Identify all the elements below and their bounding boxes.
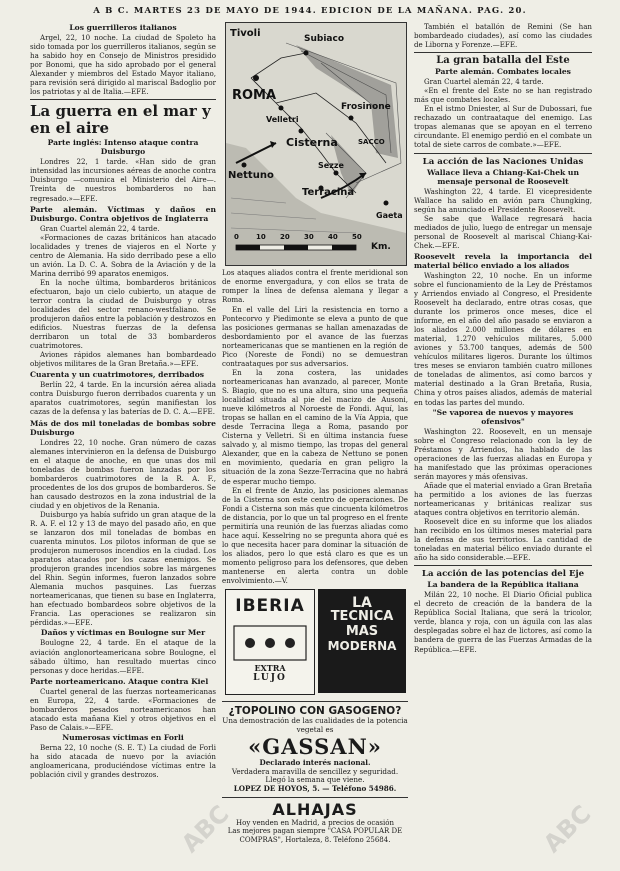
article-paragraph: En la noche última, bombarderos británicos efectuaron, bajo un cielo cubierto, un ataque de terror contra la ciudad de Duisburgo y otras localidades del sector renano-westfaliano. Se produjeron daños entre la población y destrozos en edificios. Nuestras fuerzas de la defensa derribaron un total de 33 bombarderos cuatrimotores.: [30, 277, 216, 351]
subhead-vapores: "Se vaporea de nuevos y mayores ofensivos": [432, 407, 574, 426]
headline-naciones-unidas: La acción de las Naciones Unidas: [422, 156, 584, 167]
iberia-brand: IBERIA: [235, 596, 305, 617]
map-label-tivoli: Tivoli: [230, 28, 261, 39]
article-paragraph: Duisburgo ya había sufrido un gran ataque de la R. A. F. el 12 y 13 de mayo del pasado año, en que se lanzaron dos mil toneladas de bombas en cuarenta minutos. Los pilotos informan de que se produjeron numerosos incendios en la ciudad. Los aparatos atacados por los cazas enemigos. Se produjeron grandes incendios sobre las márgenes del Rhin. Según informes, fueron lanzados sobre Alemania muchos pasquines. Las fuerzas norteamericanas, que tienen su base en Inglaterra, han efectuado bombardeos sobre objetivos de la Francia. Las operaciones se realizaron sin pérdidas.»—EFE.: [30, 509, 216, 628]
iberia-product-box: [225, 589, 315, 695]
map-label-subiaco: Subiaco: [304, 34, 345, 44]
subhead-mas-toneladas: Más de dos mil toneladas de bombas sobre Duisburgo: [30, 418, 216, 437]
ad-verdadera: Verdadera maravilla de sencillez y seguridad. Llegó la semana que viene.: [231, 766, 399, 785]
iberia-lujo: LUJO: [253, 673, 287, 684]
article-paragraph: Milán 22, 10 noche. El Diario Oficial publica el decreto de creación de la bandera de la República Social Italiana, que será la tricolor, verde, blanca y roja, con un águila con las alas desplegadas sobre el haz de lictores, así como la bandera de guerra de las Fuerzas Armadas de la República.—EFE.: [414, 590, 592, 654]
scale-label-10: 10: [256, 233, 266, 241]
subhead-parte-aleman-combates: Parte alemán. Combates locales: [435, 67, 571, 77]
scale-label-30: 30: [304, 233, 314, 241]
subhead-roosevelt: Roosevelt revela la importancia del material bélico enviado a los aliados: [414, 251, 592, 270]
article-paragraph: Berlín 22, 4 tarde. En la incursión aérea aliada contra Duisburgo fueron derribados cuarenta y un aparatos cuatrimotores, según manifiestan los cazas de la defensa y las baterías de D. C. A.—EFE.: [30, 380, 216, 417]
map-figure: [225, 22, 407, 266]
ad-gassan-brand: «GASSAN»: [248, 734, 382, 760]
article-paragraph: Boulogne 22, 4 tarde. En el ataque de la aviación anglonorteamericana sobre Boulogne, el sábado último, han resultado muertas cinco personas y doce heridas.—EFE.: [30, 638, 216, 675]
iberia-slogan-box: [318, 589, 406, 693]
subhead-parte-norteamericano: Parte norteamericano. Ataque contra Kiel: [30, 676, 209, 686]
divider: [414, 52, 592, 53]
column-1: [30, 22, 216, 862]
page-header: A B C. MARTES 23 DE MAYO DE 1944. EDICION DE LA MAÑANA. PAG. 20.: [93, 6, 527, 16]
map-label-cisterna: Cisterna: [286, 136, 338, 149]
alhajas-advertisement: [222, 801, 408, 845]
map-label-nettuno: Nettuno: [228, 170, 274, 181]
column-3: [414, 22, 592, 862]
slogan-tecnica: TECNICA: [330, 609, 394, 625]
scale-label-0: 0: [234, 233, 239, 241]
ad-alhajas: ALHAJAS: [272, 799, 358, 819]
iberia-advertisement: [222, 589, 408, 697]
map-label-sacco: SACCO: [358, 138, 385, 146]
scale-label-50: 50: [352, 233, 362, 241]
slogan-mas: MAS: [345, 624, 379, 640]
ad-hoy: Hoy venden en Madrid, a precios de ocasión: [236, 818, 394, 827]
map-caption: Los ataques aliados contra el frente meridional son de enorme envergadura, y con ellos se trata de romper la línea de defensa alemana y llegar a Roma.: [222, 269, 408, 304]
subhead-wallace: Wallace lleva a Chiang-Kai-Chek un mensaje personal de Roosevelt: [427, 167, 579, 186]
scale-unit-km: Km.: [371, 242, 391, 252]
map-label-roma: ROMA: [232, 88, 277, 103]
ad-casa-popular: Las mejores pagan siempre "CASA POPULAR DE COMPRAS", Hortaleza, 8. Teléfono 25684.: [227, 827, 403, 844]
article-paragraph: Argel, 22, 10 noche. La ciudad de Spoleto ha sido tomada por los guerrilleros italianos, según se ha sabido hoy en Consejo de Ministros presidido por Bonomi, que ha sido aprobado por el general Alexander y miembros del Estado Mayor italiano, para revisión será dirigido al mariscal Badoglio por los patriotas y al de Italia.—EFE.: [30, 33, 216, 97]
headline-potencias-eje: La acción de las potencias del Eje: [421, 569, 585, 580]
scale-label-20: 20: [280, 233, 290, 241]
subhead-bandera: La bandera de la República italiana: [427, 580, 579, 590]
subhead-parte-aleman: Parte alemán. Víctimas y daños en Duisburgo. Contra objetivos de Inglaterra: [30, 204, 216, 223]
ad-lopez-hoyos: LOPEZ DE HOYOS, 5. — Teléfono 54986.: [233, 784, 397, 794]
article-paragraph: Washington 22, 4 tarde. El vicepresidente Wallace ha salido en avión para Chungking, según ha anunciado el Presidente Roosevelt.: [414, 186, 592, 214]
article-paragraph: Cuartel general de las fuerzas norteamericanas en Europa, 22, 4 tarde. «Formaciones de bombarderos pesados norteamericanos han atacado esta mañana Kiel y otros objetivos en el Paso de Calais.»—EFE.: [30, 686, 216, 732]
ad-topolino: ¿TOPOLINO CON GASOGENO?: [228, 705, 402, 718]
article-paragraph: Washington 22, 10 noche. En un informe sobre el funcionamiento de la Ley de Préstamos y Arriendos enviado al Congreso, el Presidente Roosevelt ha declarado, entre otras cosas, que durante los primeros once meses, dice el informe, en el año del año pasado se enviaron a los aliados 2.000 millones de dólares en material, 1.270 vehículos militares, 5.000 aviones y 53.700 tanques, además de 500 vehículos militares ligeros. Durante los últimos tres meses se enviaron también cuatro millones de toneladas de alimentos, así como barcos y material destinado a la Gran Bretaña, Rusia, China y otros países aliados, además de material en todas las partes del mundo.: [414, 270, 592, 407]
article-paragraph: Gran Cuartel alemán 22, 4 tarde.: [40, 223, 160, 233]
article-paragraph: «Formaciones de cazas británicos han atacado localidades y trenes de viajeros en el Norte y centro de Alemania. Ha sido derribado pese a ello un avión. La D. C. A. Sobra de la Aviación y de la Marina derribó 99 aparatos enemigos.: [30, 232, 216, 278]
divider: [30, 99, 216, 100]
article-paragraph: Gran Cuartel alemán 22, 4 tarde.: [424, 77, 544, 87]
article-paragraph: Aviones rápidos alemanes han bombardeado objetivos militares de la Gran Bretaña.»—EFE.: [30, 350, 216, 369]
article-paragraph: En el frente de Anzio, las posiciones alemanas de la Cisterna son este centro de operaciones. De Fondi a Cisterna son más que cincuenta kilómetros de distancia, por lo que un tal progreso en el frente permitiría una reunión de las fuerzas aliadas como hace aquí. Kesselring no se pregunta ahora qué es lo que necesita hacer para dominar la situación de los aliados, pero lo que está claro es que es un momento peligroso para los defensores, que deben mantenerse en alerta contra un doble envolvimiento.—V.: [222, 485, 408, 586]
article-paragraph: Añade que el material enviado a Gran Bretaña ha permitido a los aviones de las fuerzas norteamericanas y británicas realizar sus ataques contra objetivos en territorio alemán.: [414, 480, 592, 517]
gassan-advertisement: [222, 705, 408, 794]
map-label-gaeta: Gaeta: [376, 211, 403, 220]
divider: [414, 153, 592, 154]
column-2: [222, 22, 408, 862]
headline-guerrilleros: Los guerrilleros italianos: [69, 23, 177, 32]
article-paragraph: Berna 22, 10 noche (S. E. T.) La ciudad de Forli ha sido atacada de nuevo por la aviación angloamericana, produciéndose víctimas entre la población civil y grandes destrozos.: [30, 742, 216, 780]
divider: [414, 565, 592, 566]
slogan-la: LA: [352, 595, 372, 612]
article-paragraph: Washington 22. Roosevelt, en un mensaje sobre el Congreso relacionado con la ley de Préstamos y Arriendos, ha hablado de las operaciones de las fuerzas aliadas en Europa y ha manifestado que las próximas operaciones serán mayores y más ofensivas.: [414, 426, 592, 481]
article-paragraph: En el istmo Dniester, al Sur de Dubossari, fue rechazado un contraataque del enemigo. Las tropas alemanas que se apoyan en el terreno circundante. El enemigo perdió en el combate un total de siete carros de combate.»—EFE.: [414, 104, 592, 150]
ad-declarado: Declarado interés nacional.: [259, 758, 371, 768]
subhead-danos: Daños y víctimas en Boulogne sur Mer: [40, 628, 206, 638]
divider: [222, 701, 408, 702]
ad-demostracion: Una demostración de las cualidades de la potencia vegetal es: [222, 716, 408, 734]
map-label-terracina: Terracina: [302, 187, 355, 198]
article-paragraph: En el valle del Liri la resistencia en torno a Pontecorvo y Piedimonte se eleva a punto de que las posiciones germanas se hallan amenazadas de desbordamiento por el avance de las fuerzas norteamericanas que se mantienen en la región de Pico (Noreste de Fondi) no se demuestran contraataques por sus adversarios.: [222, 304, 408, 368]
map-label-frosinone: Frosinone: [341, 102, 391, 112]
headline-guerra: La guerra en el mar y en el aire: [30, 102, 211, 138]
abc-watermark-icon: ABC: [176, 799, 235, 859]
article-paragraph: En la zona costera, las unidades norteamericanas han avanzado, al parecer, Monte S. Biagio, que no es una altura, sino una pequeña localidad situada al pie del macizo de Ausoni, nueve kilómetros al Noroeste de Fondi. Aquí, las tropas se hallan en el camino de la Vía Appia, que desde Terracina llega a Roma, pasando por Cisterna y Velletri. Si en última instancia fuese salvado y, al mismo tiempo, las tropas del general Alexander, que en la cabeza de Nettuno se ponen en movimiento, quedaría en gran peligro la situación de la zona Sezze-Terracina que no habrá de esperar mucho tiempo.: [222, 367, 408, 486]
article-paragraph: También el batallón de Remini (Se han bombardeado ciudades), así como las ciudades de Liborna y Forenze.—EFE.: [414, 22, 592, 50]
article-paragraph: Londres 22, 1 tarde. «Han sido de gran intensidad las incursiones aéreas de anoche contra Duisburgo —comunica el Ministerio del Aire—. Treinta de nuestros bombarderos no han regresado.»—EFE.: [30, 157, 216, 203]
article-paragraph: Se sabe que Wallace regresará hacia mediados de julio, luego de entregar un mensaje personal de Roosevelt al mariscal Chiang-Kai-Chek.—EFE.: [414, 213, 592, 250]
slogan-moderna: MODERNA: [327, 639, 397, 654]
article-paragraph: «En el frente del Este no se han registrado más que combates locales.: [414, 86, 592, 105]
subhead-parte-ingles: Parte inglés: Intenso ataque contra Duisburgo: [47, 138, 199, 157]
article-paragraph: Roosevelt dice en su informe que los aliados han recibido en los últimos meses material para la defensa de sus territorios. La cantidad de toneladas en material bélico enviado durante el año ha sido considerable.—EFE.: [414, 517, 592, 563]
headline-gran-batalla: La gran batalla del Este: [436, 55, 570, 67]
map-label-sezze: Sezze: [318, 161, 344, 170]
map-label-velletri: Velletri: [266, 115, 299, 124]
iberia-extra: EXTRA: [254, 663, 286, 674]
scale-label-40: 40: [328, 233, 338, 241]
divider: [222, 797, 408, 798]
abc-watermark-icon: ABC: [538, 799, 597, 859]
subhead-cuarenta: Cuarenta y un cuatrimotores, derribados: [30, 370, 205, 380]
article-paragraph: Londres 22, 10 noche. Gran número de cazas alemanes intervinieron en la defensa de Duisburgo en el ataque de anoche, en que unas dos mil toneladas de bombas fueron lanzadas por los bombarderos cuatrimotores de la R. A. F., procedentes de los dos grupos de bombarderos. Se han causado destrozos en la zona industrial de la ciudad y en objetivos de la Renania.: [30, 437, 216, 510]
subhead-numerosas-victimas: Numerosas víctimas en Forli: [62, 732, 184, 742]
